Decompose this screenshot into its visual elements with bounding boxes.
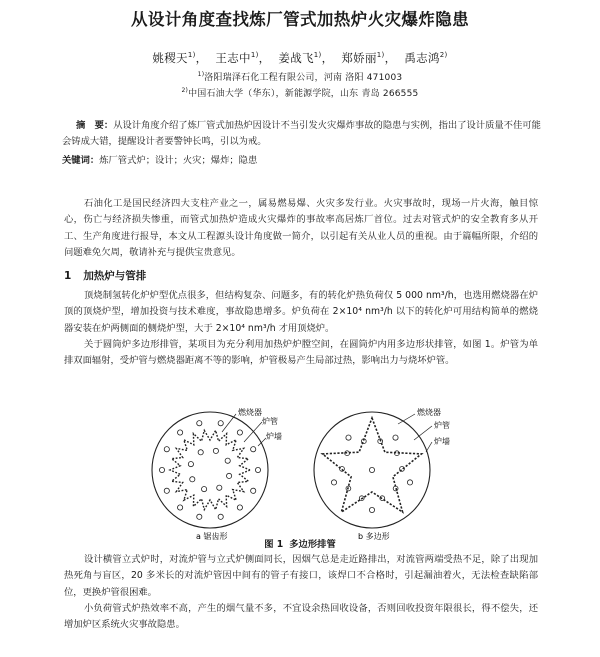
subfigure-b-caption: b 多边形 [358,532,390,541]
abstract-text: 从设计角度介绍了炼厂管式加热炉因设计不当引发火灾爆炸事故的隐患与实例，指出了设计质量不佳可能会铸成大错，提醒设计者要警钟长鸣，引以为戒。 [62,120,541,147]
label-wall: 炉墙 [434,437,450,446]
burner-dot [178,430,183,435]
section-heading: 1 加热炉与管排 [64,270,147,282]
burner-dot [407,480,412,485]
keywords-label: 关键词： [62,155,100,166]
author-list [0,50,600,66]
figure-caption: 图 1 多边形排管 [264,539,336,550]
author: 郑娇丽$^{1)}$， [341,51,397,65]
burner-dot [198,450,203,455]
burner-dot [393,435,398,440]
label-wall: 炉墙 [266,432,282,441]
burner-dot [218,421,223,426]
section2-paragraph-1: 设计横管立式炉时，对流炉管与立式炉侧面同长，因烟气总是走近路排出，对流管两端受热不足，除了出现加热死角与盲区，20 多米长的对流炉管因中间有的管子有接口，该焊口不合格时，引起漏油着火，无法检查缺陷部位，更换炉管很困难。 [64,554,538,598]
burner-dot [178,505,183,510]
burner-dot [202,487,207,492]
author: 禹志鸿$^{2)}$ [404,51,448,65]
tube-sawtooth-line [170,430,250,509]
keywords [62,152,542,166]
label-burner: 燃烧器 [417,408,441,417]
burner-dot [251,488,256,493]
abstract-label: 摘 要： [76,120,114,131]
burner-dot [255,467,260,472]
affiliation-1: $^{1)}$洛阳瑞泽石化工程有限公司，河南 洛阳 471003 [197,71,403,83]
burner-dot [331,480,336,485]
burner-dot [197,421,202,426]
burner-dot [190,477,195,482]
leader-line [222,414,236,432]
intro-paragraph: 石油化工是国民经济四大支柱产业之一，属易燃易爆、火灾多发行业。火灾事故时，现场一片火海，触目惊心，伤亡与经济损失惨重，而管式加热炉造成火灾爆炸的事故率高居炼厂首位。过去对管式炉的安全教育多从开工、生产角度进行报导，本文从工程源头设计角度做一简介，以引起有关从业人员的重视。由于篇幅所限，介绍的问题难免欠周，敬请补充与提供宝贵意见。 [64,198,538,258]
diagram-sawtooth [152,407,282,541]
burner-dot [225,458,230,463]
burner-dot [217,485,222,490]
burner-dot [346,435,351,440]
leader-line [426,442,432,452]
burner-dot [369,507,374,512]
abstract [62,118,542,150]
paper-title: 从设计角度查找炼厂管式加热炉火灾爆炸隐患 [131,10,469,29]
burner-dot [188,462,193,467]
label-tube: 炉管 [434,421,450,430]
author: 姜战飞$^{1)}$， [278,51,334,65]
section1-paragraph-2: 关于圆筒炉多边形排管，某项目为充分利用加热炉炉膛空间，在圆筒炉内用多边形状排管，如图 1。炉管为单排双面辐射，受炉管与燃烧器距离不等的影响，炉管极易产生局部过热，影响出力与烧坏炉管。 [64,339,538,367]
burner-dot [164,447,169,452]
section1-paragraph-1: 顶烧制氢转化炉炉型优点很多，但结构复杂、问题多，有的转化炉热负荷仅 5 000 nm³/h，也选用燃烧器在炉顶的顶烧炉型，增加投资与技术难度，事故隐患增多。炉负荷在 2×10⁴ nm³/h 以下的转化炉可用结构简单的燃烧器安装在炉两侧面的侧烧炉型，大于 2×10⁴ nm³/h 才用顶烧炉。 [64,290,538,334]
burner-dot [251,447,256,452]
keywords-text: 炼厂管式炉；设计；火灾；爆炸；隐患 [99,155,258,166]
burner-dot [227,473,232,478]
burner-dot [164,488,169,493]
affiliation-2: $^{2)}$中国石油大学（华东），新能源学院，山东 青岛 266555 [181,87,419,99]
burner-dot [369,467,374,472]
tube-sawtooth [170,430,250,509]
burner-dot [237,430,242,435]
figure-1 [0,406,600,546]
burner-dot [218,514,223,519]
furnace-wall-circle [314,412,430,528]
label-burner: 燃烧器 [238,408,262,417]
burner-dot [159,467,164,472]
burner-dot [213,448,218,453]
section2-paragraph-2: 小负荷管式炉热效率不高，产生的烟气量不多，不宜设余热回收设备，否则回收投资年限很长，得不偿失，还增加炉区系统火灾事故隐患。 [64,603,538,631]
burner-dots [331,435,412,513]
burner-dots [159,421,260,520]
subfigure-a-caption: a 锯齿形 [196,532,228,541]
author: 姚稷天$^{1)}$， [152,51,208,65]
author: 王志中$^{1)}$， [215,51,271,65]
burner-dot [237,505,242,510]
diagram-polygon [314,407,450,541]
burner-dot [340,467,345,472]
tube-star [323,418,422,512]
burner-dot [197,514,202,519]
label-tube: 炉管 [262,417,278,426]
